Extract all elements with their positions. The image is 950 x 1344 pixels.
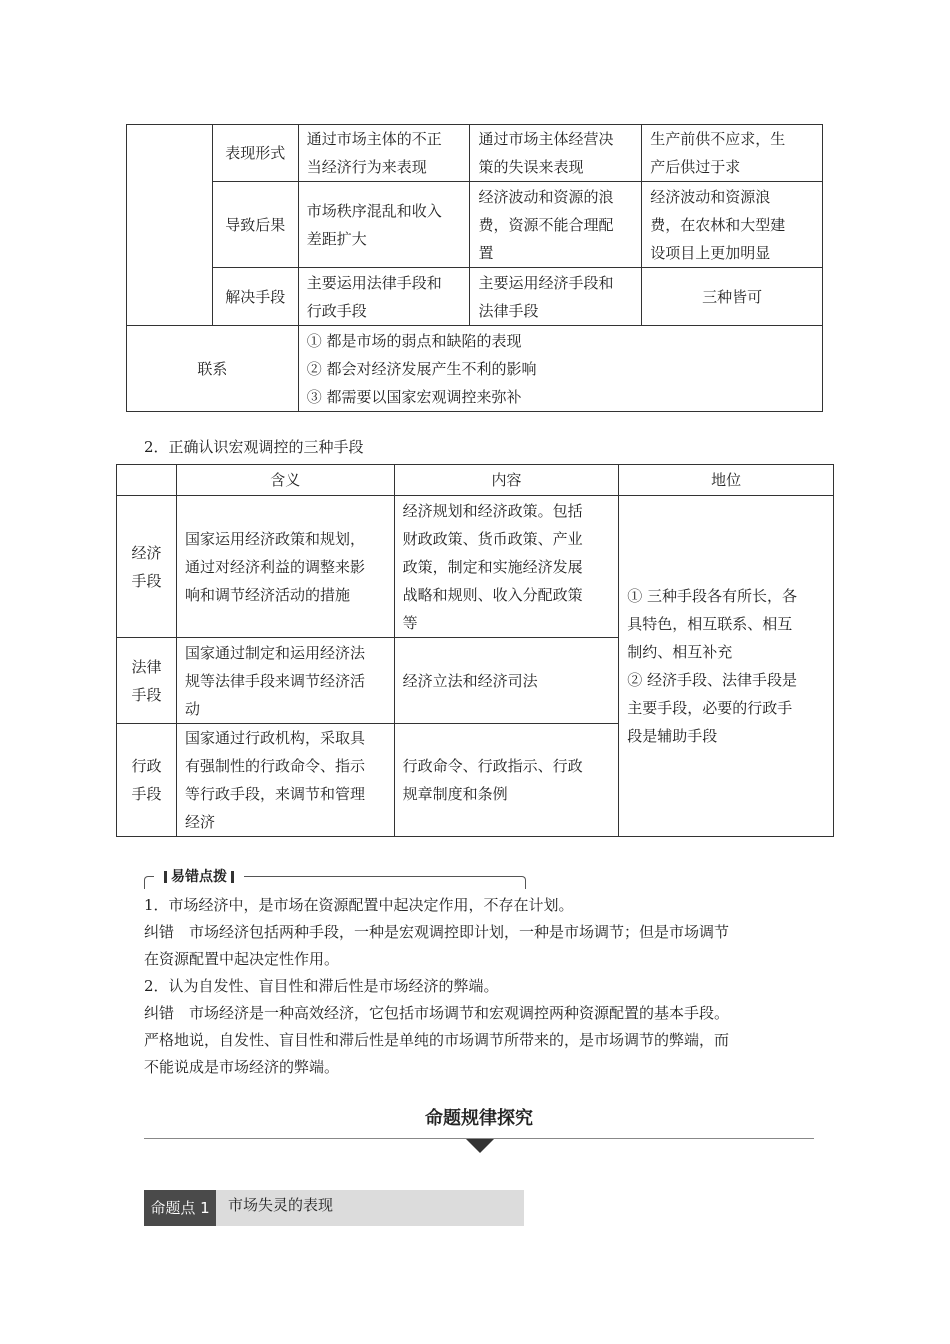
row-label: 经济 手段 <box>117 496 177 638</box>
tip-line: 1．市场经济中，是市场在资源配置中起决定作用，不存在计划。 <box>144 896 574 914</box>
tip-body <box>144 892 814 1081</box>
relation-items: ① 都是市场的弱点和缺陷的表现 ② 都会对经济发展产生不利的影响 ③ 都需要以国家宏观调控来弥补 <box>298 326 822 412</box>
row-label: 法律 手段 <box>117 638 177 724</box>
table-cell: 经济波动和资源的浪 费，资源不能合理配 置 <box>470 182 642 268</box>
meaning-cell: 国家运用经济政策和规划， 通过对经济利益的调整来影 响和调节经济活动的措施 <box>176 496 394 638</box>
table-cell: 三种皆可 <box>642 268 823 326</box>
topic-tag: 命题点 1 <box>144 1190 216 1226</box>
table-row <box>127 268 823 326</box>
content-cell: 行政命令、行政指示、行政 规章制度和条例 <box>394 724 619 837</box>
status-cell: ① 三种手段各有所长，各 具特色，相互联系、相互 制约、相互补充 ② 经济手段、法律手段是 主要手段，必要的行政手 段是辅助手段 <box>619 496 834 837</box>
column-header: 内容 <box>394 465 619 496</box>
tip-line: 严格地说，自发性、盲目性和滞后性是单纯的市场调节所带来的，是市场调节的弊端，而 <box>144 1031 730 1049</box>
table-row <box>117 496 834 638</box>
relation-label: 联系 <box>127 326 299 412</box>
tip-line: 纠错 市场经济包括两种手段，一种是宏观调控即计划，一种是市场调节；但是市场调节 <box>144 923 730 941</box>
table-row <box>127 125 823 182</box>
bar-icon <box>231 871 234 883</box>
row-label: 表现形式 <box>212 125 298 182</box>
triangle-down-icon <box>466 1139 494 1153</box>
table-cell: 通过市场主体的不正 当经济行为来表现 <box>298 125 470 182</box>
table-cell: 经济波动和资源浪 费，在农林和大型建 设项目上更加明显 <box>642 182 823 268</box>
header-row <box>117 465 834 496</box>
tip-header <box>144 866 524 890</box>
table-cell: 生产前供不应求，生 产后供过于求 <box>642 125 823 182</box>
column-header: 地位 <box>619 465 834 496</box>
table-cell: 主要运用法律手段和 行政手段 <box>298 268 470 326</box>
tip-line: 在资源配置中起决定性作用。 <box>144 950 340 968</box>
tip-line: 2．认为自发性、盲目性和滞后性是市场经济的弊端。 <box>144 977 499 995</box>
table-cell: 通过市场主体经营决 策的失误来表现 <box>470 125 642 182</box>
table-cell: 市场秩序混乱和收入 差距扩大 <box>298 182 470 268</box>
meaning-cell: 国家通过行政机构，采取具 有强制性的行政命令、指示 等行政手段，来调节和管理 经济 <box>176 724 394 837</box>
tip-line: 纠错 市场经济是一种高效经济，它包括市场调节和宏观调控两种资源配置的基本手段。 <box>144 1004 730 1022</box>
blank-cell <box>127 125 213 326</box>
section-heading: 命题规律探究 <box>425 1108 533 1129</box>
tip-label: 易错点拨 <box>154 866 244 886</box>
market-failure-table <box>126 124 823 412</box>
row-label: 行政 手段 <box>117 724 177 837</box>
table-row <box>127 182 823 268</box>
topic-title: 市场失灵的表现 <box>228 1196 334 1214</box>
content-cell: 经济规划和经济政策。包括 财政政策、货币政策、产业 政策，制定和实施经济发展 战略和规则、收入分配政策 等 <box>394 496 619 638</box>
row-label: 导致后果 <box>212 182 298 268</box>
macro-control-table <box>116 464 834 837</box>
topic-bar <box>144 1190 524 1226</box>
meaning-cell: 国家通过制定和运用经济法 规等法律手段来调节经济活 动 <box>176 638 394 724</box>
column-header: 含义 <box>176 465 394 496</box>
bar-icon <box>164 871 167 883</box>
table-row <box>127 326 823 412</box>
tip-line: 不能说成是市场经济的弊端。 <box>144 1058 340 1076</box>
section-title: 2．正确认识宏观调控的三种手段 <box>144 438 364 456</box>
blank-cell <box>117 465 177 496</box>
row-label: 解决手段 <box>212 268 298 326</box>
table-cell: 主要运用经济手段和 法律手段 <box>470 268 642 326</box>
content-cell: 经济立法和经济司法 <box>394 638 619 724</box>
